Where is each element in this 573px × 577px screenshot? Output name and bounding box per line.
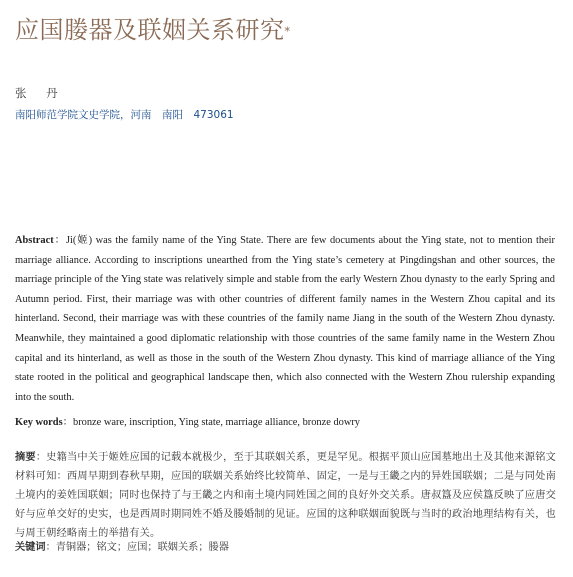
keywords-english bbox=[15, 415, 555, 431]
author-affiliation: 南阳师范学院文史学院，河南 南阳 473061 bbox=[15, 109, 234, 121]
author-name: 张 丹 bbox=[15, 86, 66, 100]
keywords-chinese-text: 青铜器；铭文；应国；联姻关系；媵器 bbox=[55, 542, 229, 553]
article-title bbox=[15, 14, 291, 46]
keywords-chinese-separator: ： bbox=[45, 542, 56, 553]
article-title-text: 应国媵器及联姻关系研究 bbox=[15, 16, 285, 44]
abstract-chinese-separator: ： bbox=[35, 452, 47, 463]
keywords-english-text: bronze ware, inscription, Ying state, marriage alliance, bronze dowry bbox=[73, 417, 360, 428]
keywords-chinese-label: 关键词 bbox=[15, 542, 46, 553]
abstract-english-separator: ： bbox=[53, 235, 66, 246]
abstract-english-text: Ji(姬) was the family name of the Ying State. There are few documents about the Ying state, not to mention their marriage alliance. According to inscriptions unearthed from the Ying state’s cemetery at Pingdingshan and other sources, the marriage principle of the Ying state was relatively simple and stable from the early Western Zhou dynasty to the early Spring and Autumn period. First, their marriage was with other countries of different family names in the Western Zhou capital and its hinterland. Second, their marriage was with these countries of the family name Jiang in the south of the Western Zhou dynasty. Meanwhile, they maintained a good diplomatic relationship with those countries of the same family name in the Western Zhou capital and its hinterland, as well as those in the south of the Western Zhou dynasty. This kind of marriage alliance of the Ying state rooted in the political and geographical landscape then, which also connected with the Western Zhou rulership expanding into the south. bbox=[15, 235, 556, 403]
abstract-english-label: Abstract bbox=[15, 235, 54, 246]
keywords-chinese bbox=[15, 540, 229, 556]
keywords-english-label: Key words bbox=[15, 417, 63, 428]
keywords-english-separator: ： bbox=[62, 417, 74, 428]
abstract-chinese-text: 史籍当中关于姬姓应国的记载本就极少，至于其联姻关系，更是罕见。根据平顶山应国墓地出土及其他来源铭文材料可知：西周早期到春秋早期，应国的联姻关系始终比较简单、固定，一是与王畿之内的异姓国联姻；二是与同处南土境内的姜姓国联姻；同时也保持了与王畿之内和南土境内同姓国之间的良好外交关系。唐叔簋及应侯簋反映了应唐交好与应单交好的史实，也是西周时期同姓不婚及媵婚制的见证。应国的这种联姻面貌既与当时的政治地理结构有关，也与周王朝经略南土的举措有关。 bbox=[15, 452, 556, 539]
title-footnote-mark[interactable]: * bbox=[284, 25, 291, 38]
abstract-chinese bbox=[15, 448, 556, 543]
abstract-english bbox=[15, 231, 555, 407]
abstract-chinese-label: 摘要 bbox=[15, 452, 36, 463]
